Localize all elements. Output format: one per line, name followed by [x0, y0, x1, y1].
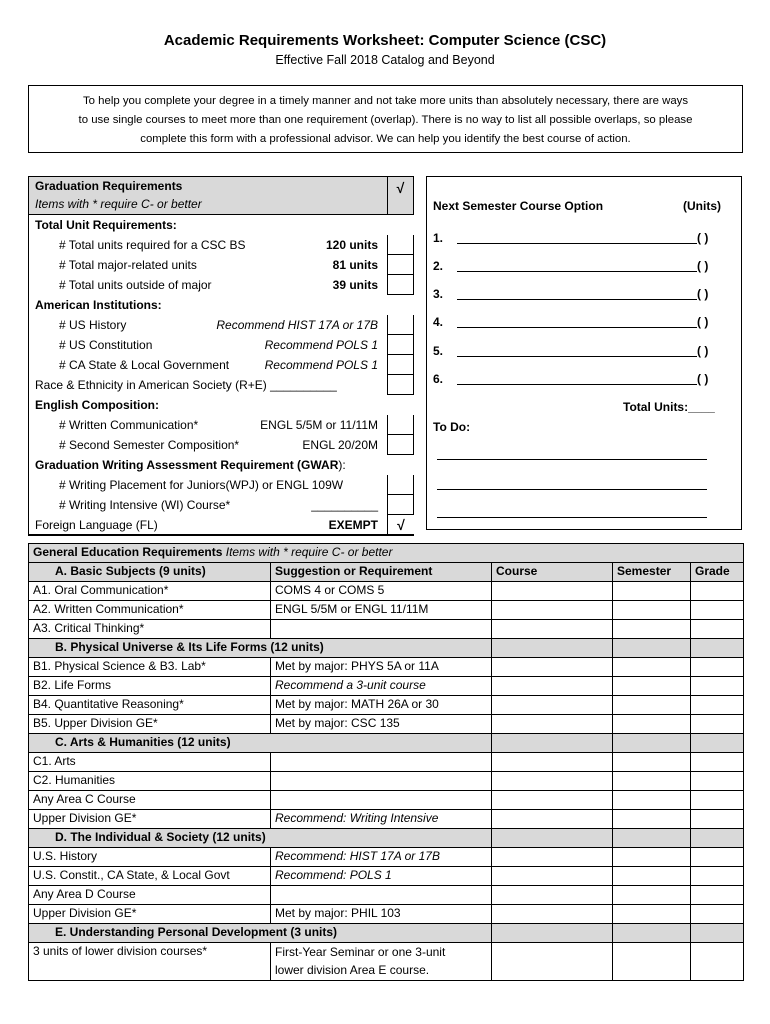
course-cell[interactable] [492, 696, 613, 715]
grade-cell[interactable] [691, 677, 744, 696]
section-blank [613, 639, 691, 658]
grad-row [29, 315, 414, 335]
check-box[interactable] [387, 355, 414, 375]
row-label: # Writing Intensive (WI) Course* [59, 498, 231, 512]
suggestion-cell: ENGL 5/5M or ENGL 11/11M [271, 601, 492, 620]
section-row [29, 734, 744, 753]
american-institutions-heading: American Institutions: [35, 298, 162, 312]
units-paren: ( ) [697, 344, 709, 358]
section-e-heading: E. Understanding Personal Development (3 units) [29, 924, 492, 943]
requirement-cell: C2. Humanities [29, 772, 271, 791]
course-cell[interactable] [492, 810, 613, 829]
requirement-cell: Upper Division GE* [29, 810, 271, 829]
grade-cell[interactable] [691, 943, 744, 981]
check-mark: √ [387, 515, 414, 534]
course-cell[interactable] [492, 753, 613, 772]
row-label: # US Constitution [59, 338, 153, 352]
requirement-cell: U.S. Constit., CA State, & Local Govt [29, 867, 271, 886]
row-label: # US History [59, 318, 127, 332]
ge-title: General Education Requirements [33, 545, 223, 559]
col-semester: Semester [613, 563, 691, 582]
check-box[interactable] [387, 375, 414, 395]
graduation-header [29, 177, 414, 215]
course-cell[interactable] [492, 905, 613, 924]
semester-cell[interactable] [613, 753, 691, 772]
grade-cell[interactable] [691, 601, 744, 620]
ge-title-cell [29, 544, 744, 563]
section-blank [492, 829, 613, 848]
course-cell[interactable] [492, 772, 613, 791]
section-blank [691, 639, 744, 658]
suggestion-cell: Recommend: Writing Intensive [271, 810, 492, 829]
table-row [29, 867, 744, 886]
requirement-cell: Any Area D Course [29, 886, 271, 905]
semester-cell[interactable] [613, 601, 691, 620]
requirement-cell: A1. Oral Communication* [29, 582, 271, 601]
suggestion-cell: Met by major: CSC 135 [271, 715, 492, 734]
check-box[interactable] [387, 275, 414, 295]
course-cell[interactable] [492, 620, 613, 639]
grad-row [29, 355, 414, 375]
course-cell[interactable] [492, 601, 613, 620]
grade-cell[interactable] [691, 620, 744, 639]
table-row [29, 753, 744, 772]
suggestion-cell: Recommend a 3-unit course [271, 677, 492, 696]
section-blank [691, 734, 744, 753]
page-title: Academic Requirements Worksheet: Computer Science (CSC) [163, 32, 607, 49]
section-blank [613, 924, 691, 943]
grad-row [29, 215, 414, 235]
row-label: # Writing Placement for Juniors(WPJ) or ENGL 109W [59, 478, 344, 492]
requirement-cell: Any Area C Course [29, 791, 271, 810]
course-cell[interactable] [492, 582, 613, 601]
suggestion-line: First-Year Seminar or one 3-unit [275, 945, 446, 959]
table-row [29, 715, 744, 734]
check-box[interactable] [387, 495, 414, 515]
row-label: Race & Ethnicity in American Society (R+E) __________ [35, 378, 337, 392]
check-box[interactable] [387, 475, 414, 495]
check-column-header: √ [387, 177, 414, 214]
grad-row [29, 235, 414, 255]
units-paren: ( ) [697, 315, 709, 329]
requirement-cell: B5. Upper Division GE* [29, 715, 271, 734]
english-composition-heading: English Composition: [35, 398, 159, 412]
check-box[interactable] [387, 335, 414, 355]
page-subtitle: Effective Fall 2018 Catalog and Beyond [275, 53, 495, 67]
semester-cell[interactable] [613, 715, 691, 734]
semester-cell[interactable] [613, 658, 691, 677]
table-row [29, 696, 744, 715]
row-label: # Second Semester Composition* [59, 438, 240, 452]
row-value: ENGL 20/20M [302, 438, 378, 452]
section-row [29, 829, 744, 848]
suggestion-cell [271, 791, 492, 810]
table-row [29, 772, 744, 791]
course-line[interactable] [457, 299, 697, 300]
semester-cell[interactable] [613, 696, 691, 715]
section-c-heading: C. Arts & Humanities (12 units) [29, 734, 492, 753]
gwar-heading [35, 455, 346, 475]
intro-line: complete this form with a professional advisor. We can help you identify the best course of action. [140, 133, 631, 145]
semester-cell[interactable] [613, 582, 691, 601]
table-row [29, 943, 744, 981]
option-number: 4. [433, 315, 444, 329]
suggestion-cell [271, 753, 492, 772]
grade-cell[interactable] [691, 715, 744, 734]
ge-requirements-table [28, 543, 744, 981]
suggestion-cell: Recommend: HIST 17A or 17B [271, 848, 492, 867]
section-blank [691, 829, 744, 848]
row-label: # CA State & Local Government [59, 358, 230, 372]
todo-label: To Do: [433, 420, 471, 434]
table-row [29, 886, 744, 905]
table-row [29, 582, 744, 601]
row-value: __________ [311, 498, 378, 512]
grade-cell[interactable] [691, 791, 744, 810]
grad-row [29, 415, 414, 435]
units-paren: ( ) [697, 287, 709, 301]
grad-row [29, 495, 414, 515]
units-paren: ( ) [697, 259, 709, 273]
grade-cell[interactable] [691, 848, 744, 867]
section-blank [492, 924, 613, 943]
grad-row [29, 275, 414, 295]
semester-cell[interactable] [613, 620, 691, 639]
requirement-cell: B4. Quantitative Reasoning* [29, 696, 271, 715]
check-box[interactable] [387, 415, 414, 435]
grad-row [29, 335, 414, 355]
suggestion-cell: Met by major: MATH 26A or 30 [271, 696, 492, 715]
ge-header-row [29, 563, 744, 582]
semester-cell[interactable] [613, 886, 691, 905]
course-cell[interactable] [492, 867, 613, 886]
total-unit-heading: Total Unit Requirements: [35, 218, 177, 232]
row-value: 120 units [325, 238, 378, 252]
suggestion-cell: Met by major: PHYS 5A or 11A [271, 658, 492, 677]
grade-cell[interactable] [691, 582, 744, 601]
todo-line[interactable] [437, 459, 707, 460]
row-label: Foreign Language (FL) [35, 518, 158, 532]
course-cell[interactable] [492, 943, 613, 981]
row-value: Recommend HIST 17A or 17B [216, 318, 378, 332]
course-line[interactable] [457, 327, 697, 328]
next-semester-title: Next Semester Course Option [433, 199, 604, 213]
todo-line[interactable] [437, 517, 707, 518]
course-line[interactable] [457, 271, 697, 272]
grade-cell[interactable] [691, 696, 744, 715]
semester-cell[interactable] [613, 943, 691, 981]
suggestion-cell [271, 772, 492, 791]
grad-row [29, 455, 414, 475]
requirement-cell: Upper Division GE* [29, 905, 271, 924]
table-row [29, 791, 744, 810]
units-paren: ( ) [697, 372, 709, 386]
grad-row [29, 395, 414, 415]
suggestion-line: lower division Area E course. [275, 963, 430, 977]
section-row [29, 639, 744, 658]
check-box[interactable] [387, 235, 414, 255]
section-blank [613, 829, 691, 848]
suggestion-cell [271, 886, 492, 905]
section-blank [492, 734, 613, 753]
requirement-cell: A2. Written Communication* [29, 601, 271, 620]
row-value: 81 units [332, 258, 378, 272]
grade-cell[interactable] [691, 658, 744, 677]
semester-cell[interactable] [613, 810, 691, 829]
requirement-cell: A3. Critical Thinking* [29, 620, 271, 639]
grade-cell[interactable] [691, 772, 744, 791]
graduation-subtitle: Items with * require C- or better [35, 197, 202, 211]
suggestion-cell [271, 620, 492, 639]
row-value: 39 units [332, 278, 378, 292]
grad-row [29, 435, 414, 455]
row-value: ENGL 5/5M or 11/11M [260, 418, 378, 432]
requirement-cell: C1. Arts [29, 753, 271, 772]
requirement-cell: B2. Life Forms [29, 677, 271, 696]
units-header: (Units) [683, 199, 721, 213]
suggestion-cell [271, 943, 492, 981]
ge-title-note: Items with * require C- or better [225, 545, 393, 559]
option-number: 6. [433, 372, 444, 386]
gwar-heading-text: Graduation Writing Assessment Requirement (GWAR [35, 458, 339, 472]
section-d-heading: D. The Individual & Society (12 units) [29, 829, 492, 848]
suggestion-cell: Met by major: PHIL 103 [271, 905, 492, 924]
course-cell[interactable] [492, 848, 613, 867]
semester-cell[interactable] [613, 677, 691, 696]
section-b-heading: B. Physical Universe & Its Life Forms (12 units) [29, 639, 492, 658]
table-row [29, 810, 744, 829]
semester-cell[interactable] [613, 905, 691, 924]
course-cell[interactable] [492, 658, 613, 677]
course-cell[interactable] [492, 715, 613, 734]
table-row [29, 620, 744, 639]
table-row [29, 677, 744, 696]
semester-cell[interactable] [613, 867, 691, 886]
requirement-cell: U.S. History [29, 848, 271, 867]
option-number: 2. [433, 259, 444, 273]
row-value: EXEMPT [328, 518, 378, 532]
grad-row [29, 515, 414, 535]
option-number: 1. [433, 231, 444, 245]
row-label: # Total units outside of major [59, 278, 212, 292]
grade-cell[interactable] [691, 886, 744, 905]
gwar-heading-tail: ): [338, 458, 346, 472]
grade-cell[interactable] [691, 905, 744, 924]
check-box[interactable] [387, 255, 414, 275]
section-row [29, 924, 744, 943]
requirement-cell: B1. Physical Science & B3. Lab* [29, 658, 271, 677]
section-blank [613, 734, 691, 753]
grad-row [29, 255, 414, 275]
table-row [29, 848, 744, 867]
check-box[interactable] [387, 315, 414, 335]
course-cell[interactable] [492, 677, 613, 696]
grade-cell[interactable] [691, 753, 744, 772]
col-suggestion: Suggestion or Requirement [271, 563, 492, 582]
next-semester-box [426, 176, 742, 530]
suggestion-cell: COMS 4 or COMS 5 [271, 582, 492, 601]
row-label: # Total major-related units [59, 258, 197, 272]
ge-title-row [29, 544, 744, 563]
course-cell[interactable] [492, 791, 613, 810]
grad-row [29, 375, 414, 395]
todo-line[interactable] [437, 489, 707, 490]
option-number: 5. [433, 344, 444, 358]
section-blank [492, 639, 613, 658]
intro-line: to use single courses to meet more than one requirement (overlap). There is no way to list all possible overlaps, so please [78, 114, 693, 126]
course-cell[interactable] [492, 886, 613, 905]
col-grade: Grade [691, 563, 744, 582]
suggestion-cell: Recommend: POLS 1 [271, 867, 492, 886]
row-label: # Written Communication* [59, 418, 199, 432]
total-units-label: Total Units:____ [623, 400, 715, 414]
graduation-requirements-table [28, 176, 414, 536]
row-value: Recommend POLS 1 [264, 358, 378, 372]
table-row [29, 601, 744, 620]
row-label: # Total units required for a CSC BS [59, 238, 246, 252]
graduation-title: Graduation Requirements [35, 179, 183, 193]
course-line[interactable] [457, 356, 697, 357]
check-box[interactable] [387, 435, 414, 455]
requirement-cell: 3 units of lower division courses* [29, 943, 271, 981]
option-number: 3. [433, 287, 444, 301]
course-line[interactable] [457, 384, 697, 385]
section-a-heading: A. Basic Subjects (9 units) [29, 563, 271, 582]
semester-cell[interactable] [613, 791, 691, 810]
grade-cell[interactable] [691, 867, 744, 886]
row-value: Recommend POLS 1 [264, 338, 378, 352]
course-line[interactable] [457, 243, 697, 244]
table-row [29, 905, 744, 924]
col-course: Course [492, 563, 613, 582]
grad-row [29, 475, 414, 495]
grade-cell[interactable] [691, 810, 744, 829]
semester-cell[interactable] [613, 772, 691, 791]
semester-cell[interactable] [613, 848, 691, 867]
table-row [29, 658, 744, 677]
intro-box [28, 85, 743, 153]
grad-row [29, 295, 414, 315]
section-blank [691, 924, 744, 943]
intro-line: To help you complete your degree in a timely manner and not take more units than absolutely necessary, there are ways [82, 95, 689, 107]
units-paren: ( ) [697, 231, 709, 245]
